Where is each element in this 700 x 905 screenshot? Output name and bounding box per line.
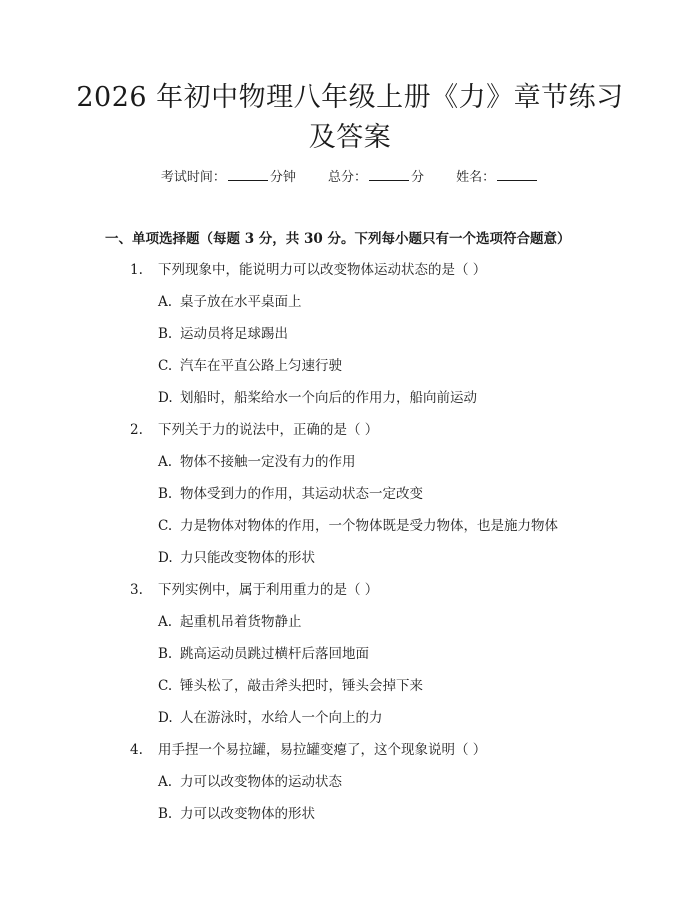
option-letter: C.	[158, 518, 173, 534]
option-letter: C.	[158, 358, 173, 374]
option-text: 汽车在平直公路上匀速行驶	[180, 358, 342, 374]
student-name	[456, 168, 539, 188]
option-letter: D.	[158, 550, 173, 566]
option-3b	[158, 644, 369, 664]
option-1a	[158, 292, 302, 312]
option-2c	[158, 516, 558, 536]
option-letter: A.	[158, 454, 173, 470]
student-name-label: 姓名：	[456, 170, 496, 185]
exam-meta	[0, 168, 700, 188]
option-2d	[158, 548, 315, 568]
title-line-1: 2026 年初中物理八年级上册《力》章节练习	[76, 82, 624, 113]
title-line-2: 及答案	[308, 122, 392, 153]
exam-time-blank	[228, 168, 268, 181]
student-name-blank	[497, 168, 537, 181]
question-text: 下列关于力的说法中，正确的是（ ）	[158, 422, 379, 438]
section-heading: 一、单项选择题（每题 3 分，共 30 分。下列每小题只有一个选项符合题意）	[105, 231, 571, 247]
question-number: 3.	[130, 582, 143, 598]
option-text: 力可以改变物体的形状	[180, 806, 315, 822]
option-4a	[158, 772, 342, 792]
question-text: 下列现象中，能说明力可以改变物体运动状态的是（ ）	[158, 262, 487, 278]
option-1d	[158, 388, 477, 408]
option-letter: B.	[158, 486, 173, 502]
option-letter: D.	[158, 390, 173, 406]
option-text: 人在游泳时，水给人一个向上的力	[180, 710, 383, 726]
exam-time-label: 考试时间：	[160, 170, 226, 185]
total-score-label: 总分：	[327, 170, 367, 185]
question-4	[130, 740, 486, 760]
option-1b	[158, 324, 288, 344]
option-letter: A.	[158, 774, 173, 790]
option-letter: B.	[158, 806, 173, 822]
exam-time-unit: 分钟	[269, 170, 296, 185]
question-1	[130, 260, 486, 280]
page-title	[60, 78, 640, 158]
option-letter: C.	[158, 678, 173, 694]
option-text: 桌子放在水平桌面上	[180, 294, 302, 310]
option-letter: A.	[158, 614, 173, 630]
option-3a	[158, 612, 302, 632]
exam-time	[161, 168, 296, 188]
total-score-blank	[369, 168, 409, 181]
question-number: 4.	[130, 742, 143, 758]
question-number: 1.	[130, 262, 143, 278]
option-2a	[158, 452, 356, 472]
option-text: 物体受到力的作用，其运动状态一定改变	[180, 486, 423, 502]
question-2	[130, 420, 378, 440]
option-letter: A.	[158, 294, 173, 310]
question-number: 2.	[130, 422, 143, 438]
option-text: 起重机吊着货物静止	[180, 614, 302, 630]
option-text: 力是物体对物体的作用，一个物体既是受力物体，也是施力物体	[180, 518, 558, 534]
option-3c	[158, 676, 423, 696]
option-text: 力只能改变物体的形状	[180, 550, 315, 566]
option-letter: B.	[158, 646, 173, 662]
option-letter: D.	[158, 710, 173, 726]
question-text: 下列实例中，属于利用重力的是（ ）	[158, 582, 379, 598]
option-text: 跳高运动员跳过横杆后落回地面	[180, 646, 369, 662]
option-1c	[158, 356, 342, 376]
option-letter: B.	[158, 326, 173, 342]
option-4b	[158, 804, 315, 824]
option-3d	[158, 708, 383, 728]
option-text: 运动员将足球踢出	[180, 326, 288, 342]
question-3	[130, 580, 378, 600]
option-2b	[158, 484, 423, 504]
option-text: 力可以改变物体的运动状态	[180, 774, 342, 790]
question-text: 用手捏一个易拉罐，易拉罐变瘪了，这个现象说明（ ）	[158, 742, 487, 758]
option-text: 划船时，船桨给水一个向后的作用力，船向前运动	[180, 390, 477, 406]
option-text: 锤头松了，敲击斧头把时，锤头会掉下来	[180, 678, 423, 694]
total-score-unit: 分	[411, 170, 425, 185]
total-score	[328, 168, 424, 188]
option-text: 物体不接触一定没有力的作用	[180, 454, 356, 470]
